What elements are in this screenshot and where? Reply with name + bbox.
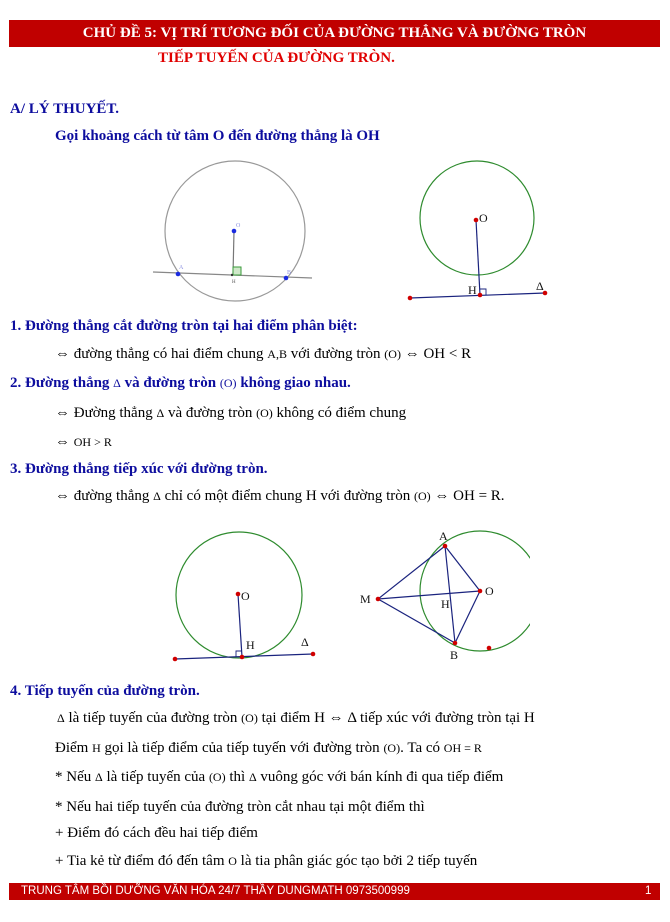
svg-text:H: H — [441, 597, 450, 611]
svg-text:H: H — [468, 283, 477, 297]
figure-two-tangents — [350, 520, 530, 665]
item-3-line-1: ⇔ đường thẳng Δ chỉ có một điểm chung H với đường tròn (O) ⇔ OH = R. — [55, 488, 505, 504]
svg-text:O: O — [479, 211, 488, 225]
svg-text:B: B — [450, 648, 459, 662]
svg-text:O: O — [236, 223, 241, 229]
svg-text:H: H — [246, 638, 255, 652]
svg-text:O: O — [485, 584, 494, 598]
item-2-heading: 2. Đường thẳng Δ và đường tròn (O) không giao nhau. — [10, 375, 351, 391]
item-3-heading: 3. Đường thẳng tiếp xúc với đường tròn. — [10, 461, 268, 477]
item-4-line-4: * Nếu hai tiếp tuyến của đường tròn cắt nhau tại một điểm thì — [55, 799, 425, 815]
figure-no-intersection — [400, 150, 560, 310]
svg-text:A: A — [179, 265, 184, 271]
page-subtitle: TIẾP TUYẾN CỦA ĐƯỜNG TRÒN. — [158, 50, 395, 66]
figure-tangent-line — [160, 520, 330, 670]
item-2-line-2: ⇔ OH > R — [55, 434, 112, 450]
item-4-line-3: * Nếu Δ là tiếp tuyến của (O) thì Δ vuông góc với bán kính đi qua tiếp điểm — [55, 769, 504, 785]
page-number: 1 — [645, 885, 652, 897]
svg-text:H: H — [232, 280, 236, 285]
item-1-line-1: ⇔ đường thẳng có hai điểm chung A,B với đường tròn (O) ⇔ OH < R — [55, 346, 472, 362]
page-title: CHỦ ĐỀ 5: VỊ TRÍ TƯƠNG ĐỐI CỦA ĐƯỜNG THẲNG VÀ ĐƯỜNG TRÒN — [82, 25, 587, 41]
figure-secant-line — [140, 150, 330, 310]
svg-text:O: O — [241, 589, 250, 603]
svg-text:M: M — [360, 592, 371, 606]
svg-text:B: B — [287, 270, 292, 276]
item-4-heading: 4. Tiếp tuyến của đường tròn. — [10, 683, 200, 699]
svg-text:Δ: Δ — [301, 635, 309, 649]
item-4-line-2: Điểm H gọi là tiếp điểm của tiếp tuyến với đường tròn (O). Ta có OH = R — [55, 740, 482, 756]
item-4-line-5: + Điểm đó cách đều hai tiếp điểm — [55, 825, 258, 841]
item-1-heading: 1. Đường thẳng cắt đường tròn tại hai điểm phân biệt: — [10, 318, 358, 334]
svg-text:Δ: Δ — [536, 279, 544, 293]
section-intro: Gọi khoảng cách từ tâm O đến đường thẳng là OH — [55, 128, 380, 144]
svg-text:A: A — [439, 529, 448, 543]
footer-text: TRUNG TÂM BỒI DƯỠNG VĂN HÓA 24/7 THẦY DUNGMATH 0973500999 — [21, 885, 410, 897]
item-4-line-1: Δ là tiếp tuyến của đường tròn (O) tại điểm H ⇔ Δ tiếp xúc với đường tròn tại H — [57, 710, 535, 726]
item-4-line-6: + Tia kẻ từ điểm đó đến tâm O là tia phân giác góc tạo bởi 2 tiếp tuyến — [55, 853, 478, 869]
item-2-line-1: ⇔ Đường thẳng Δ và đường tròn (O) không có điểm chung — [55, 405, 407, 421]
section-heading: A/ LÝ THUYẾT. — [10, 101, 120, 117]
